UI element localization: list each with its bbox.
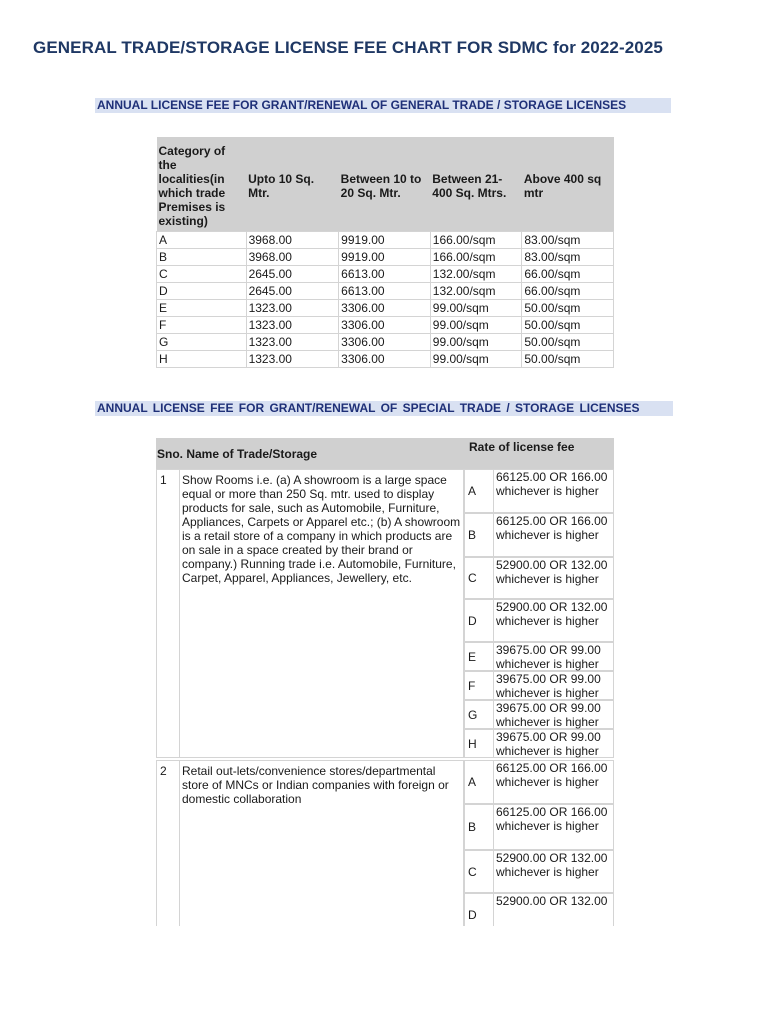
rate-category: H xyxy=(468,736,477,751)
rate-value: 52900.00 OR 132.00 whichever is higher xyxy=(496,851,608,879)
table-cell: H xyxy=(157,350,247,367)
table-cell: 1323.00 xyxy=(246,316,339,333)
col-21-400: Between 21-400 Sq. Mtrs. xyxy=(430,137,522,231)
trade-description: Show Rooms i.e. (a) A showroom is a large space equal or more than 250 Sq. mtr. used to display products for sale, such as Automobile, Furniture, Appliances, Carpets or Apparel etc.; (b) A showroom is a retail store of a company in which products are on sale in a space created by their brand or company.) Running trade i.e. Automobile, Furniture, Carpet, Apparel, Appliances, Jewellery, etc. xyxy=(182,473,461,585)
table-cell: 2645.00 xyxy=(246,282,339,299)
table-cell: 50.00/sqm xyxy=(522,333,614,350)
rate-category: B xyxy=(468,528,477,542)
rate-value: 66125.00 OR 166.00 whichever is higher xyxy=(496,761,608,789)
rate-category-cell xyxy=(465,514,494,556)
section1-heading: ANNUAL LICENSE FEE FOR GRANT/RENEWAL OF GENERAL TRADE / STORAGE LICENSES xyxy=(95,98,671,113)
rate-category-cell xyxy=(465,851,494,892)
rate-row xyxy=(464,513,614,557)
col-above-400: Above 400 sq mtr xyxy=(522,137,614,231)
table-cell: 132.00/sqm xyxy=(430,265,522,282)
table-cell: 50.00/sqm xyxy=(522,350,614,367)
general-fee-table xyxy=(156,137,614,368)
rate-category: F xyxy=(468,678,476,693)
table-cell: 66.00/sqm xyxy=(522,265,614,282)
rate-value: 39675.00 OR 99.00 whichever is higher xyxy=(496,643,601,671)
rate-category: A xyxy=(468,484,477,498)
table-row xyxy=(157,350,614,367)
trade-description: Retail out-lets/convenience stores/departmental store of MNCs or Indian companies with foreign or domestic collaboration xyxy=(182,764,449,806)
trade-sno: 2 xyxy=(160,764,167,778)
rate-value: 52900.00 OR 132.00 whichever is higher xyxy=(496,600,608,628)
rate-category: A xyxy=(468,775,477,789)
general-fee-body xyxy=(157,231,614,367)
table-cell: 6613.00 xyxy=(339,282,431,299)
rate-row xyxy=(464,557,614,599)
rate-value: 52900.00 OR 132.00 whichever is higher xyxy=(496,558,608,586)
rate-row xyxy=(464,642,614,671)
table-cell: 6613.00 xyxy=(339,265,431,282)
col-10-20: Between 10 to 20 Sq. Mtr. xyxy=(339,137,431,231)
rate-category: C xyxy=(468,864,477,879)
table-row xyxy=(157,231,614,248)
rate-value: 66125.00 OR 166.00 whichever is higher xyxy=(496,514,608,542)
rate-row xyxy=(464,729,614,758)
rate-value: 39675.00 OR 99.00 whichever is higher xyxy=(496,701,601,729)
table-cell: F xyxy=(157,316,247,333)
table-cell: 83.00/sqm xyxy=(522,248,614,265)
rate-category-cell xyxy=(465,470,494,512)
trade-item xyxy=(156,469,464,758)
trade-item xyxy=(156,760,464,926)
col-category: Category of the localities(in which trade Premises is existing) xyxy=(157,137,247,231)
col-upto-10: Upto 10 Sq. Mtr. xyxy=(246,137,339,231)
table-cell: 9919.00 xyxy=(339,231,431,248)
table-cell: A xyxy=(157,231,247,248)
table-cell: C xyxy=(157,265,247,282)
rate-row xyxy=(464,760,614,804)
table-cell: 50.00/sqm xyxy=(522,299,614,316)
rate-category-cell xyxy=(465,558,494,598)
table-cell: 1323.00 xyxy=(246,350,339,367)
table-cell: B xyxy=(157,248,247,265)
table-cell: 2645.00 xyxy=(246,265,339,282)
rate-category: B xyxy=(468,820,477,834)
rate-row xyxy=(464,804,614,850)
table-row xyxy=(157,333,614,350)
col-name-of-trade: Sno. Name of Trade/Storage xyxy=(157,447,318,461)
table-cell: 3968.00 xyxy=(246,231,339,248)
general-fee-header-row xyxy=(157,137,614,231)
table-cell: 3306.00 xyxy=(339,299,431,316)
rate-category-cell xyxy=(465,672,494,699)
rate-category: D xyxy=(468,613,477,628)
page-title: GENERAL TRADE/STORAGE LICENSE FEE CHART FOR SDMC for 2022-2025 xyxy=(33,38,663,57)
table-cell: 99.00/sqm xyxy=(430,333,522,350)
rate-category: C xyxy=(468,571,477,585)
table-cell: 166.00/sqm xyxy=(430,248,522,265)
rate-value: 39675.00 OR 99.00 whichever is higher xyxy=(496,672,601,700)
rate-category-cell xyxy=(465,761,494,803)
rate-category-cell xyxy=(465,643,494,670)
table-cell: 1323.00 xyxy=(246,299,339,316)
table-row xyxy=(157,248,614,265)
rate-category-cell xyxy=(465,600,494,641)
table-cell: 1323.00 xyxy=(246,333,339,350)
rate-category: D xyxy=(468,908,477,922)
rate-row xyxy=(464,850,614,893)
rate-row xyxy=(464,599,614,642)
table-cell: 132.00/sqm xyxy=(430,282,522,299)
rate-category-cell xyxy=(465,894,494,926)
column-divider xyxy=(179,761,180,926)
table-cell: 3306.00 xyxy=(339,316,431,333)
rate-row xyxy=(464,893,614,926)
section2-heading: ANNUAL LICENSE FEE FOR GRANT/RENEWAL OF SPECIAL TRADE / STORAGE LICENSES xyxy=(95,401,673,416)
table-cell: 99.00/sqm xyxy=(430,299,522,316)
table-cell: 3306.00 xyxy=(339,350,431,367)
rate-row xyxy=(464,700,614,729)
table-cell: 99.00/sqm xyxy=(430,350,522,367)
rate-value: 66125.00 OR 166.00 whichever is higher xyxy=(496,805,608,833)
trade-sno: 1 xyxy=(160,473,167,487)
table-cell: 3306.00 xyxy=(339,333,431,350)
col-rate: Rate of license fee xyxy=(469,440,575,454)
rate-category-cell xyxy=(465,701,494,728)
rate-category: E xyxy=(468,649,477,664)
table-row xyxy=(157,316,614,333)
table-cell: 166.00/sqm xyxy=(430,231,522,248)
rate-category-cell xyxy=(465,730,494,757)
table-row xyxy=(157,265,614,282)
table-cell: E xyxy=(157,299,247,316)
table-cell: 99.00/sqm xyxy=(430,316,522,333)
table-row xyxy=(157,282,614,299)
table-cell: 50.00/sqm xyxy=(522,316,614,333)
special-fee-header xyxy=(156,438,614,469)
rate-value: 39675.00 OR 99.00 whichever is higher xyxy=(496,730,601,758)
table-cell: 9919.00 xyxy=(339,248,431,265)
table-cell: 3968.00 xyxy=(246,248,339,265)
rate-category: G xyxy=(468,707,478,722)
table-row xyxy=(157,299,614,316)
column-divider xyxy=(179,470,180,757)
rate-row xyxy=(464,671,614,700)
special-fee-table xyxy=(156,438,614,926)
rate-value: 52900.00 OR 132.00 xyxy=(496,894,608,908)
table-cell: 66.00/sqm xyxy=(522,282,614,299)
table-cell: G xyxy=(157,333,247,350)
table-cell: 83.00/sqm xyxy=(522,231,614,248)
rate-category-cell xyxy=(465,805,494,849)
rate-row xyxy=(464,469,614,513)
table-cell: D xyxy=(157,282,247,299)
rate-value: 66125.00 OR 166.00 whichever is higher xyxy=(496,470,608,498)
